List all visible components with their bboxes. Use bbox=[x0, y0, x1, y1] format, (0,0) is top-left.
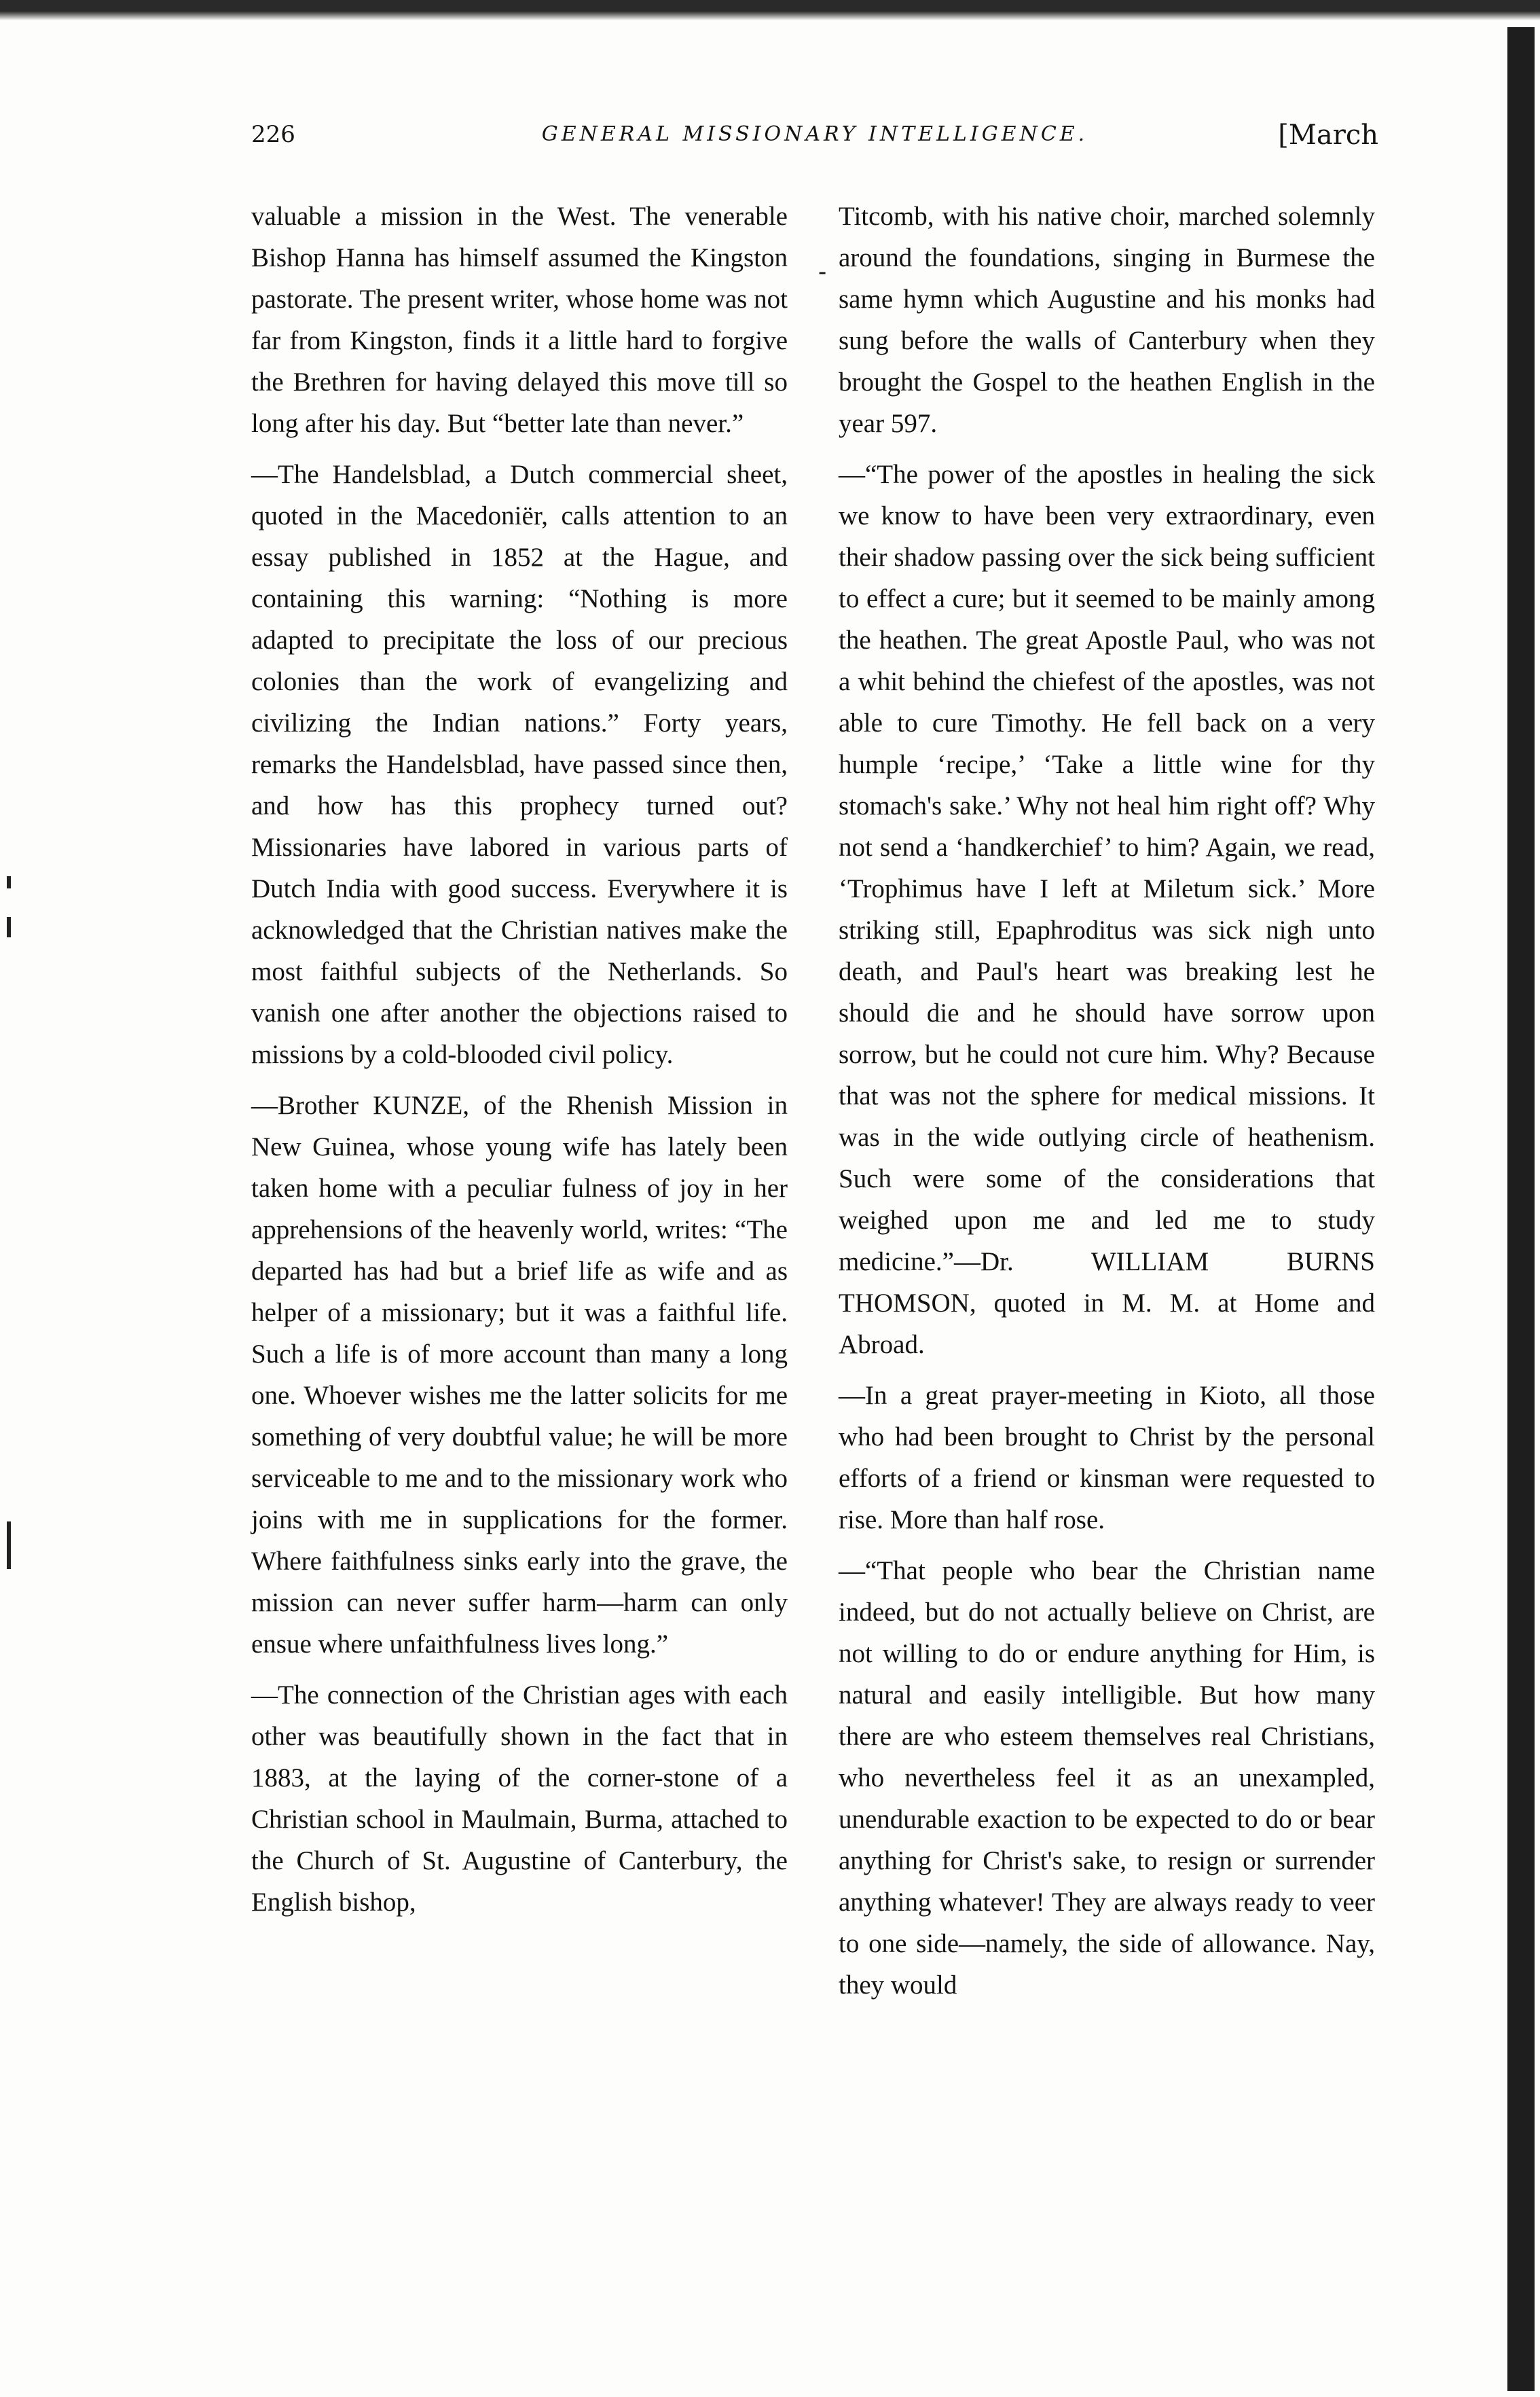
gutter-mark: - bbox=[818, 258, 827, 286]
scan-mark bbox=[7, 1521, 11, 1569]
scan-right-border bbox=[1506, 27, 1535, 2391]
left-column bbox=[251, 196, 788, 1932]
paragraph: —“The power of the apostles in healing the sick we know to have been very extraordinary, even their shadow passing over the sick being sufficient to effect a cure; but it seemed to be mainly among the heathen. The great Apostle Paul, who was not a whit behind the chiefest of the apostles, was not able to cure Timothy. He fell back on a very humple ‘recipe,’ ‘Take a little wine for thy stomach's sake.’ Why not heal him right off? Why not send a ‘handkerchief’ to him? Again, we read, ‘Trophimus have I left at Miletum sick.’ More striking still, Epaphroditus was sick nigh unto death, and Paul's heart was breaking lest he should die and he should have sorrow upon sorrow, but he could not cure him. Why? Because that was not the sphere for medical missions. It was in the wide outlying circle of heathenism. Such were some of the considerations that weighed upon me and led me to study medicine.”—Dr. WILLIAM BURNS THOMSON, quoted in M. M. at Home and Abroad. bbox=[839, 460, 1375, 1359]
paragraph: Titcomb, with his native choir, marched solemnly around the foundations, singing in Burmese the same hymn which Augustine and his monks had sung before the walls of Canterbury when they brought the Gospel to the heathen English in the year 597. bbox=[839, 202, 1375, 438]
paragraph: —Brother KUNZE, of the Rhenish Mission in New Guinea, whose young wife has lately been taken home with a peculiar fulness of joy in her apprehensions of the heavenly world, writes: “The departed has had but a brief life as wife and as helper of a missionary; but it was a faithful life. Such a life is of more account than many a long one. Whoever wishes me the latter solicits for me something of very doubtful value; he will be more serviceable to me and to the missionary work who joins with me in supplications for the former. Where faithfulness sinks early into the grave, the mission can never suffer harm—harm can only ensue where unfaithfulness lives long.” bbox=[251, 1091, 788, 1659]
paragraph: —“That people who bear the Christian name indeed, but do not actually believe on Christ, are not willing to do or endure anything for Him, is natural and easily intelligible. But how many there are who esteem themselves real Christians, who nevertheless feel it as an unexampled, unendurable exaction to be expected to do or bear anything for Christ's sake, to resign or surrender anything whatever! They are always ready to veer to one side—namely, the side of allowance. Nay, they would bbox=[839, 1556, 1375, 2000]
right-column bbox=[839, 196, 1375, 2015]
scan-top-border bbox=[0, 0, 1540, 20]
scan-mark bbox=[7, 917, 11, 937]
scan-right-margin bbox=[1494, 27, 1507, 2391]
paragraph: —The Handelsblad, a Dutch commercial sheet, quoted in the Macedoniër, calls attention to an essay published in 1852 at the Hague, and containing this warning: “Nothing is more adapted to precipitate the loss of our precious colonies than the work of evangelizing and civilizing the Indian nations.” Forty years, remarks the Handelsblad, have passed since then, and how has this prophecy turned out? Missionaries have labored in various parts of Dutch India with good success. Everywhere it is acknowledged that the Christian natives make the most faithful subjects of the Netherlands. So vanish one after another the objections raised to missions by a cold-blooded civil policy. bbox=[251, 460, 788, 1069]
scan-mark bbox=[7, 876, 11, 888]
paragraph: —In a great prayer-meeting in Kioto, all those who had been brought to Christ by the personal efforts of a friend or kinsman were requested to rise. More than half rose. bbox=[839, 1381, 1375, 1534]
running-title: GENERAL MISSIONARY INTELLIGENCE. bbox=[541, 122, 1088, 146]
page-header bbox=[251, 115, 1378, 156]
header-month: [March bbox=[1278, 120, 1378, 151]
paragraph: valuable a mission in the West. The venerable Bishop Hanna has himself assumed the Kingston pastorate. The present writer, whose home was not far from Kingston, finds it a little hard to forgive the Brethren for having delayed this move till so long after his day. But “better late than never.” bbox=[251, 202, 788, 438]
page-number: 226 bbox=[251, 121, 295, 148]
paragraph: —The connection of the Christian ages with each other was beautifully shown in the fact that in 1883, at the laying of the corner-stone of a Christian school in Maulmain, Burma, attached to the Church of St. Augustine of Canterbury, the English bishop, bbox=[251, 1680, 788, 1917]
